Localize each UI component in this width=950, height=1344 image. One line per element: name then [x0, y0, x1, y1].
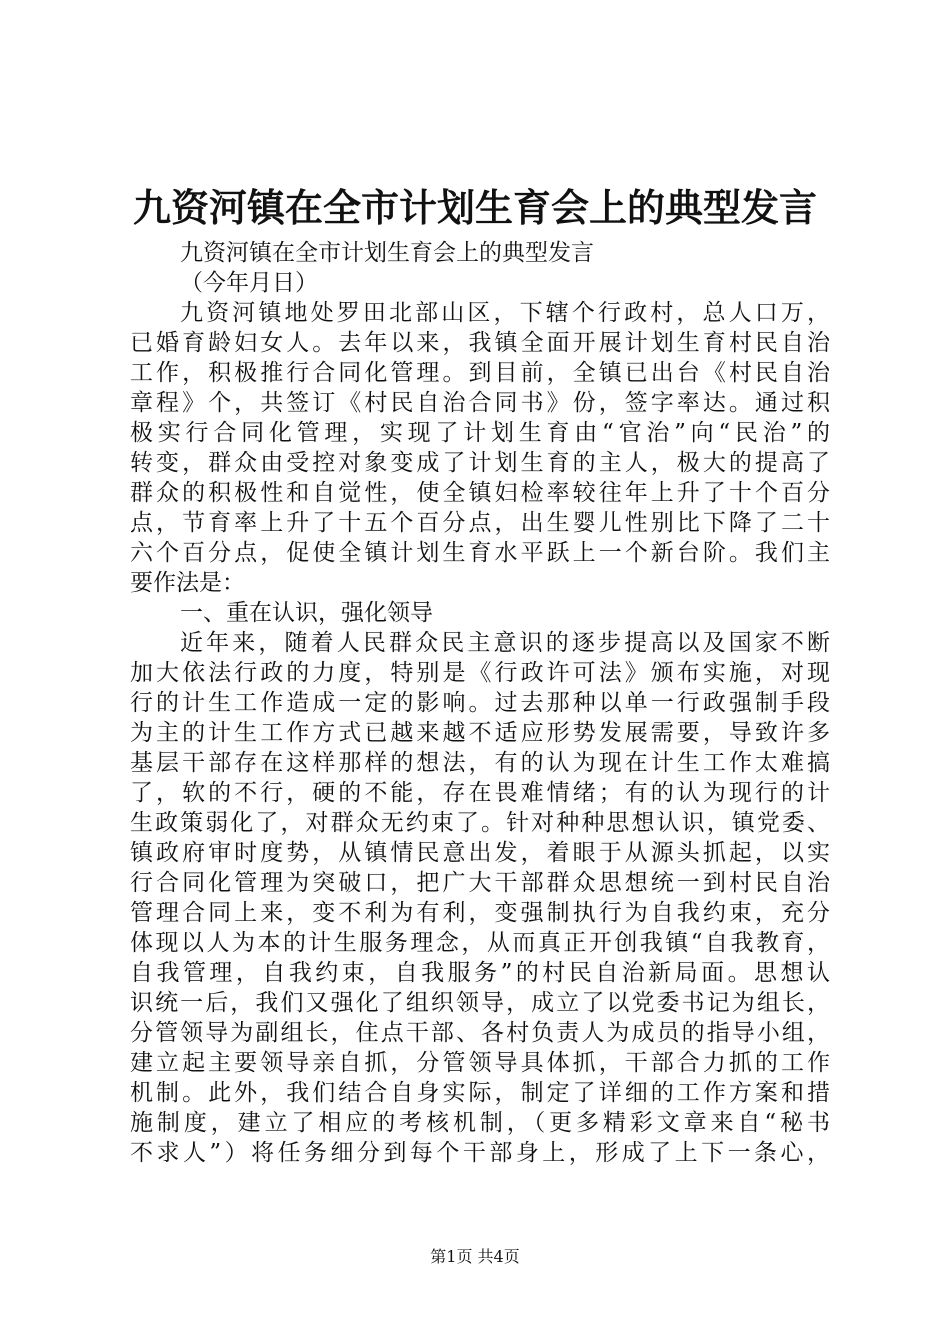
document-body [130, 238, 830, 1168]
paragraph-line: 转变，群众由受控对象变成了计划生育的主人，极大的提高了 [130, 450, 830, 476]
paragraph-line: 识统一后，我们又强化了组织领导，成立了以党委书记为组长， [130, 990, 830, 1016]
section-heading: 一、重在认识，强化领导 [180, 600, 433, 626]
paragraph-line: 体现以人为本的计生服务理念，从而真正开创我镇“自我教育， [130, 930, 830, 956]
paragraph-line: 极实行合同化管理，实现了计划生育由“官治”向“民治”的 [130, 420, 830, 446]
date-line: （今年月日） [180, 270, 318, 296]
paragraph-line: 要作法是： [130, 570, 245, 596]
paragraph-line: 章程》个，共签订《村民自治合同书》份，签字率达。通过积 [130, 390, 830, 416]
paragraph-line: 机制。此外，我们结合自身实际，制定了详细的工作方案和措 [130, 1080, 830, 1106]
paragraph-line: 分管领导为副组长，住点干部、各村负责人为成员的指导小组， [130, 1020, 830, 1046]
paragraph-line: 加大依法行政的力度，特别是《行政许可法》颁布实施，对现 [130, 660, 830, 686]
paragraph-line: 已婚育龄妇女人。去年以来，我镇全面开展计划生育村民自治 [130, 330, 830, 356]
paragraph-line: 行合同化管理为突破口，把广大干部群众思想统一到村民自治 [130, 870, 830, 896]
paragraph-line: 管理合同上来，变不利为有利，变强制执行为自我约束，充分 [130, 900, 830, 926]
paragraph-line: 九资河镇地处罗田北部山区，下辖个行政村，总人口万， [180, 300, 830, 326]
paragraph-line: 群众的积极性和自觉性，使全镇妇检率较往年上升了十个百分 [130, 480, 830, 506]
paragraph-line: 镇政府审时度势，从镇情民意出发，着眼于从源头抓起，以实 [130, 840, 830, 866]
paragraph-line: 施制度，建立了相应的考核机制，（更多精彩文章来自“秘书 [130, 1110, 830, 1136]
paragraph-line: 了，软的不行，硬的不能，存在畏难情绪；有的认为现行的计 [130, 780, 830, 806]
document-title: 九资河镇在全市计划生育会上的典型发言 [132, 185, 817, 230]
paragraph-line: 点，节育率上升了十五个百分点，出生婴儿性别比下降了二十 [130, 510, 830, 536]
paragraph-line: 工作，积极推行合同化管理。到目前，全镇已出台《村民自治 [130, 360, 830, 386]
paragraph-line: 六个百分点，促使全镇计划生育水平跃上一个新台阶。我们主 [130, 540, 830, 566]
paragraph-line: 不求人”）将任务细分到每个干部身上，形成了上下一条心， [130, 1140, 830, 1166]
paragraph-line: 建立起主要领导亲自抓，分管领导具体抓，干部合力抓的工作 [130, 1050, 830, 1076]
paragraph-line: 为主的计生工作方式已越来越不适应形势发展需要，导致许多 [130, 720, 830, 746]
paragraph-line: 行的计生工作造成一定的影响。过去那种以单一行政强制手段 [130, 690, 830, 716]
paragraph-line: 近年来，随着人民群众民主意识的逐步提高以及国家不断 [180, 630, 830, 656]
paragraph-line: 生政策弱化了，对群众无约束了。针对种种思想认识，镇党委、 [130, 810, 830, 836]
paragraph-line: 自我管理，自我约束，自我服务”的村民自治新局面。思想认 [130, 960, 830, 986]
paragraph-line: 基层干部存在这样那样的想法，有的认为现在计生工作太难搞 [130, 750, 830, 776]
subtitle-line: 九资河镇在全市计划生育会上的典型发言 [180, 240, 594, 266]
page-number-footer: 第1页 共4页 [430, 1247, 520, 1266]
